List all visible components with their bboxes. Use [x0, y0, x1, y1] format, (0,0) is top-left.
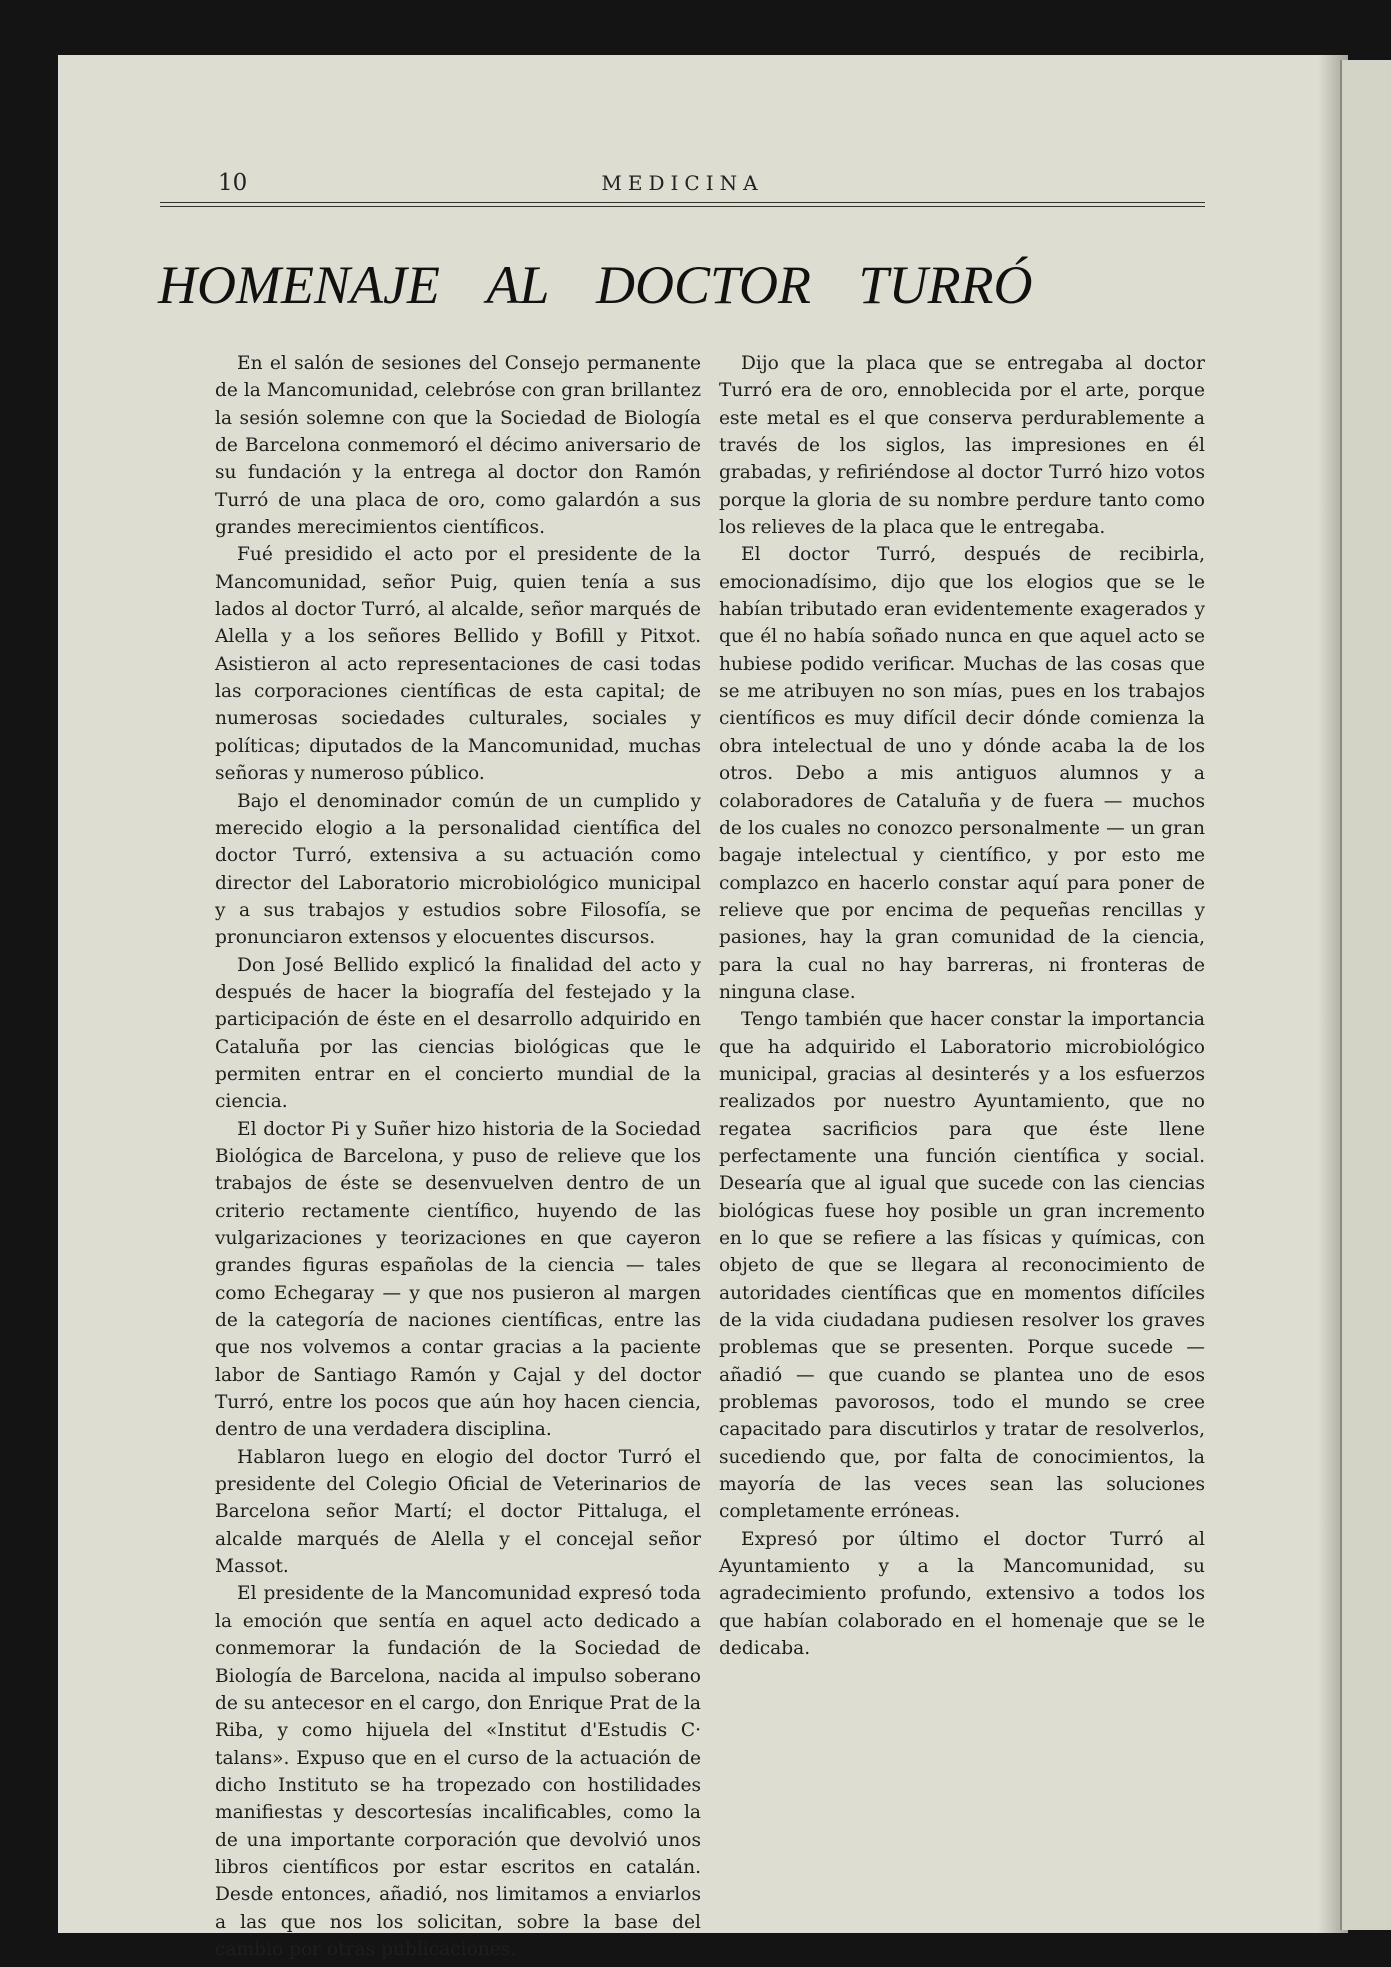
- article-paragraph: El doctor Pi y Suñer hizo historia de la Sociedad Biológica de Barcelona, y puso de relieve que los trabajos de éste se desenvuelven dentro de un criterio rectamente científico, huyendo de las vulgarizaciones y teorizaciones en que cayeron grandes figuras españolas de la ciencia — tales como Echegaray — y que nos pusieron al margen de la categoría de naciones científicas, entre las que nos volvemos a contar gracias a la paciente labor de Santiago Ramón y Cajal y del doctor Turró, entre los pocos que aún hoy hacen ciencia, dentro de una verdadera disciplina.: [215, 1118, 701, 1441]
- article-paragraph: El presidente de la Mancomunidad expresó toda la emoción que sentía en aquel acto dedicado a conmemorar la fundación de la Sociedad de Biología de Barcelona, nacida al impulso soberano de su antecesor en el cargo, don Enrique Prat de la Riba, y como hijuela del «Institut d'Estudis C· talans». Expuso que en el curso de la actuación de dicho Instituto se ha tropezado con hostilidades manifiestas y descortesías incalificables, como la de una importante corporación que devolvió unos libros científicos por estar escritos en catalán. Desde entonces, añadió, nos limitamos a enviarlos a las que nos los solicitan, sobre la base del cambio por otras publicaciones.: [215, 1583, 701, 1960]
- article-paragraph: Dijo que la placa que se entregaba al doctor Turró era de oro, ennoblecida por el arte, porque este metal es el que conserva perdurablemente a través de los siglos, las impresiones en él grabadas, y refiriéndose al doctor Turró hizo votos porque la gloria de su nombre perdure tanto como los relieves de la placa que le entregaba.: [719, 353, 1205, 539]
- article-paragraph: Hablaron luego en elogio del doctor Turró el presidente del Colegio Oficial de Veterinarios de Barcelona señor Martí; el doctor Pittaluga, el alcalde marqués de Alella y el concejal señor Massot.: [215, 1446, 701, 1578]
- article-title: HOMENAJE AL DOCTOR TURRÓ: [158, 255, 1033, 315]
- article-paragraph: El doctor Turró, después de recibirla, emocionadísimo, dijo que los elogios que se le habían tributado eran evidentemente exagerados y que él no había soñado nunca en que aquel acto se hubiese podido verificar. Muchas de las cosas que se me atribuyen no son mías, pues en los trabajos científicos es muy difícil decir dónde comienza la obra intelectual de uno y dónde acaba la de los otros. Debo a mis antiguos alumnos y a colaboradores de Cataluña y de fuera — muchos de los cuales no conozco personalmente — un gran bagaje intelectual y científico, y por esto me complazco en hacerlo constar aquí para poner de relieve que por encima de pequeñas rencillas y pasiones, hay la gran comunidad de la ciencia, para la cual no hay barreras, ni fronteras de ninguna clase.: [719, 544, 1205, 1003]
- article-paragraph: Don José Bellido explicó la finalidad del acto y después de hacer la biografía del festejado y la participación de éste en el desarrollo adquirido en Cataluña por las ciencias biológicas que le permiten entrar en el concierto mundial de la ciencia.: [215, 954, 701, 1113]
- article-paragraph: Expresó por último el doctor Turró al Ayuntamiento y a la Mancomunidad, su agradecimiento profundo, extensivo a todos los que habían colaborado en el homenaje que se le dedicaba.: [719, 1528, 1205, 1660]
- article-paragraph: Fué presidido el acto por el presidente de la Mancomunidad, señor Puig, quien tenía a sus lados al doctor Turró, al alcalde, señor marqués de Alella y a los señores Bellido y Bofill y Pitxot. Asistieron al acto representaciones de casi todas las corporaciones científicas de esta capital; de numerosas sociedades culturales, sociales y políticas; diputados de la Mancomunidad, muchas señoras y numeroso público.: [215, 544, 701, 785]
- journal-name: MEDICINA: [601, 171, 764, 195]
- header-rule: [160, 202, 1205, 203]
- article-paragraph: Bajo el denominador común de un cumplido y merecido elogio a la personalidad científica del doctor Turró, extensiva a su actuación como director del Laboratorio microbiológico municipal y a sus trabajos y estudios sobre Filosofía, se pronunciaron extensos y elocuentes discursos.: [215, 790, 701, 949]
- article-column-left: [215, 350, 701, 1963]
- article-column-right: [719, 350, 1205, 1663]
- page-number: 10: [218, 170, 248, 196]
- article-paragraph: En el salón de sesiones del Consejo permanente de la Mancomunidad, celebróse con gran brillantez la sesión solemne con que la Sociedad de Biología de Barcelona conmemoró el décimo aniversario de su fundación y la entrega al doctor don Ramón Turró de una placa de oro, como galardón a sus grandes merecimientos científicos.: [215, 353, 701, 539]
- page-header: [160, 168, 1205, 208]
- header-rule-thin: [160, 206, 1205, 207]
- article-paragraph: Tengo también que hacer constar la importancia que ha adquirido el Laboratorio microbiológico municipal, gracias al desinterés y a los esfuerzos realizados por nuestro Ayuntamiento, que no regatea sacrificios para que éste llene perfectamente una función científica y social. Desearía que al igual que sucede con las ciencias biológicas fuese hoy posible un gran incremento en lo que se refiere a las físicas y químicas, con objeto de que se llegara al reconocimiento de autoridades científicas que en momentos difíciles de la vida ciudadana pudiesen resolver los graves problemas que se presenten. Porque sucede — añadió — que cuando se plantea uno de esos problemas pavorosos, todo el mundo se cree capacitado para discutirlos y tratar de resolverlos, sucediendo que, por falta de conocimientos, la mayoría de las veces sean las soluciones completamente erróneas.: [719, 1009, 1205, 1523]
- next-page-edge: [1340, 60, 1391, 1930]
